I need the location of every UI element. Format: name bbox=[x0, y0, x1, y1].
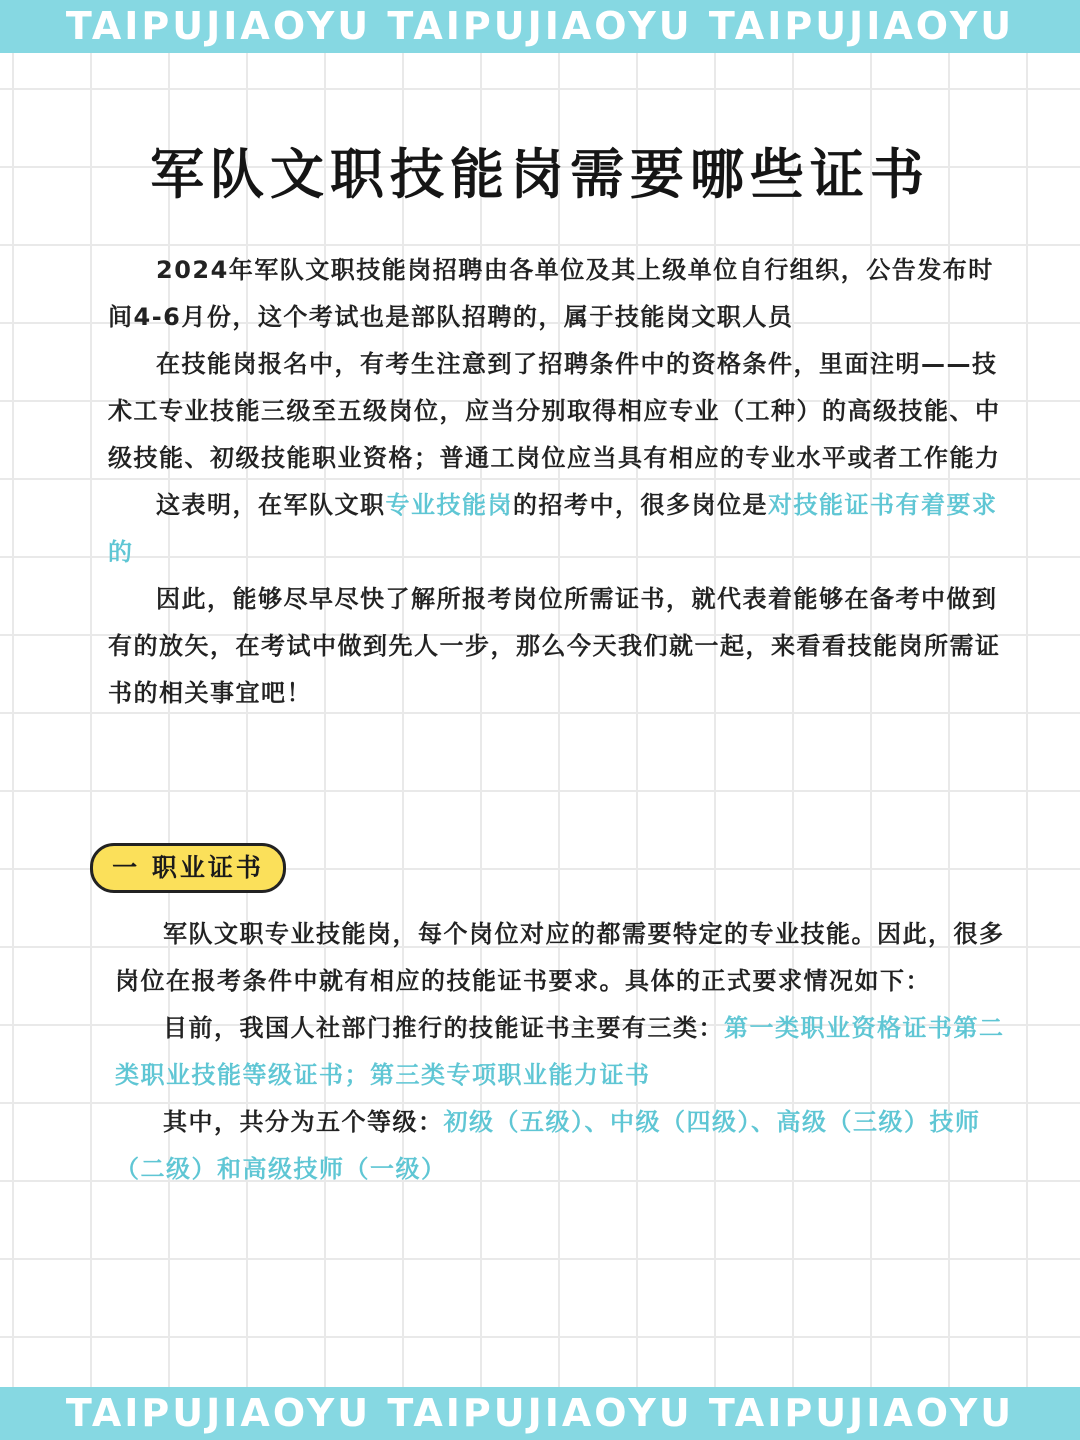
intro-paragraph-4: 因此，能够尽早尽快了解所报考岗位所需证书，就代表着能够在备考中做到有的放矢，在考试中做到先人一步，那么今天我们就一起，来看看技能岗所需证书的相关事宜吧！ bbox=[108, 585, 1001, 707]
highlight-text: 第一类职业资格证书第二类职业技能等级证书；第三类专项职业能力证书 bbox=[115, 1014, 1005, 1089]
section-text: 目前，我国人社部门推行的技能证书主要有三类： bbox=[163, 1014, 724, 1042]
intro-paragraph-3 bbox=[108, 482, 1013, 576]
bottom-banner: TAIPUJIAOYU TAIPUJIAOYU TAIPUJIAOYU bbox=[0, 1387, 1080, 1440]
page-title: 军队文职技能岗需要哪些证书 bbox=[150, 143, 930, 206]
highlight-text: 初级（五级）、中级（四级）、高级（三级）技师（二级）和高级技师（一级） bbox=[115, 1108, 981, 1183]
section-badge: 一 职业证书 bbox=[90, 843, 286, 893]
highlight-text: 对技能证书有着要求的 bbox=[108, 491, 998, 566]
section-text: 其中，共分为五个等级： bbox=[163, 1108, 444, 1136]
top-banner: TAIPUJIAOYU TAIPUJIAOYU TAIPUJIAOYU bbox=[0, 0, 1080, 53]
highlight-text: 专业技能岗 bbox=[385, 491, 513, 519]
section-paragraph-1: 军队文职专业技能岗，每个岗位对应的都需要特定的专业技能。因此，很多岗位在报考条件中就有相应的技能证书要求。具体的正式要求情况如下： bbox=[115, 920, 1005, 995]
intro-paragraph-1: 2024年军队文职技能岗招聘由各单位及其上级单位自行组织，公告发布时间4-6月份，这个考试也是部队招聘的，属于技能岗文职人员 bbox=[108, 256, 994, 331]
intro-text: 的招考中，很多岗位是 bbox=[513, 491, 768, 519]
section-paragraph-2 bbox=[115, 1005, 1005, 1099]
section-paragraph-3 bbox=[115, 1099, 1005, 1193]
certificate-section bbox=[115, 911, 1005, 1193]
intro-section bbox=[108, 247, 1013, 717]
intro-paragraph-2: 在技能岗报名中，有考生注意到了招聘条件中的资格条件，里面注明——技术工专业技能三级至五级岗位，应当分别取得相应专业（工种）的高级技能、中级技能、初级技能职业资格；普通工岗位应当具有相应的专业水平或者工作能力 bbox=[108, 350, 1001, 472]
intro-text: 这表明，在军队文职 bbox=[156, 491, 386, 519]
